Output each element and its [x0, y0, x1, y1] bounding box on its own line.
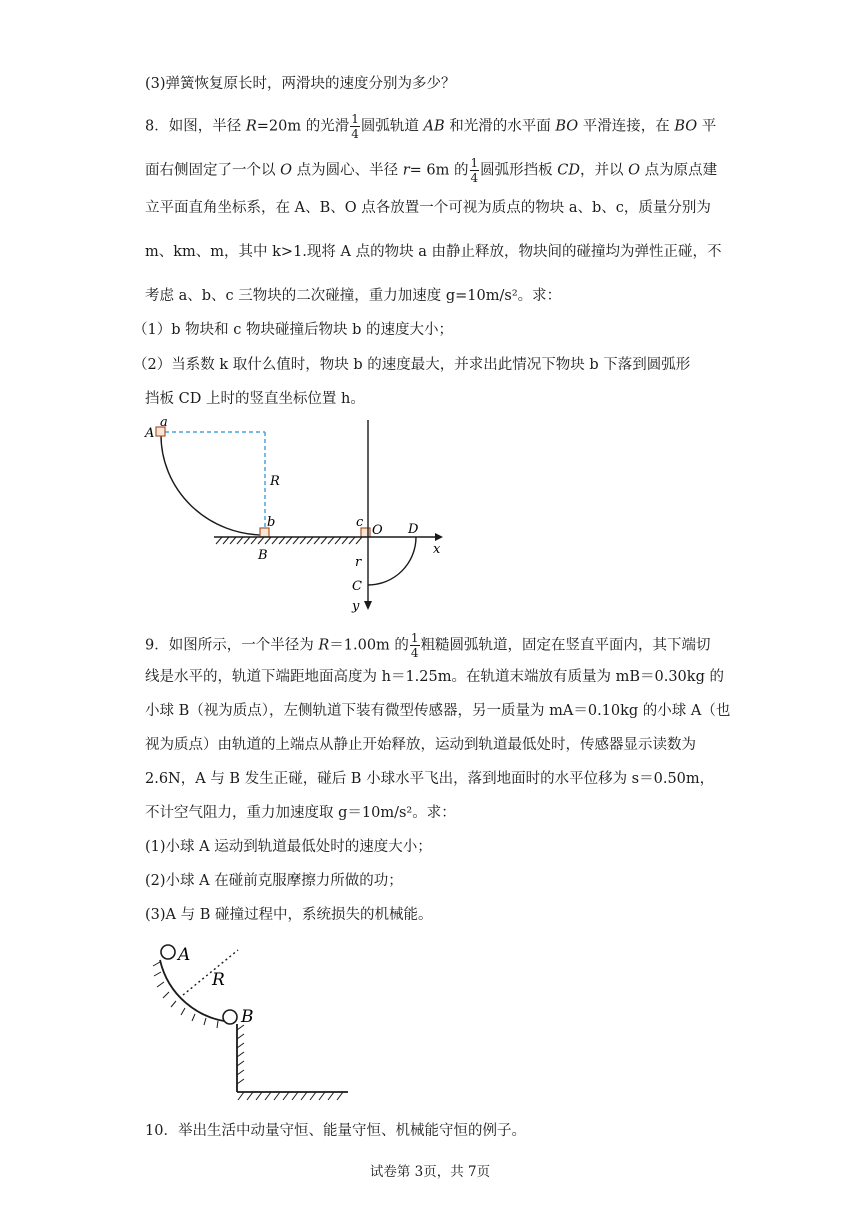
q9-line6: 不计空气阻力，重力加速度取 g＝10m/s²。求： [145, 805, 456, 821]
quarter-fraction-3: $\frac{1}{4}$ [410, 631, 419, 660]
ground-hatching [216, 537, 362, 544]
page-footer: 试卷第 3页，共 7页 [369, 1164, 491, 1180]
q9-part2: (2)小球 A 在碰前克服摩擦力所做的功； [145, 873, 403, 889]
ball-a [161, 945, 175, 959]
q9-part1: (1)小球 A 运动到轨道最低处时的速度大小； [145, 839, 432, 855]
quarter-fraction: $\frac{1}{4}$ [351, 112, 359, 141]
q9-line2: 线是水平的，轨道下端距地面高度为 h＝1.25m。在轨道末端放有质量为 mB＝0.30kg 的 [145, 669, 724, 685]
q8-line3: 立平面直角坐标系，在 A、B、O 点各放置一个可视为质点的物块 a、b、c，质量分别为 [145, 200, 711, 216]
q8-part2a: （2）当系数 k 取什么值时，物块 b 的速度最大，并求出此情况下物块 b 下落到圆弧形 [133, 357, 691, 373]
label-B: B [241, 1007, 254, 1027]
q9-part3: (3)A 与 B 碰撞过程中，系统损失的机械能。 [145, 907, 433, 923]
q8-part2b: 挡板 CD 上时的竖直坐标位置 h。 [145, 391, 365, 407]
ball-b [223, 1010, 237, 1024]
label-c: c [356, 515, 364, 530]
label-a: a [160, 415, 168, 430]
label-b: b [267, 515, 276, 530]
q8-line2: 面右侧固定了一个以 O 点为圆心、半径 r= 6m 的 $\frac{1}{4}$ 圆弧形挡板 CD，并以 O 点为原点建 [145, 156, 718, 185]
q8-figure [140, 415, 460, 615]
q9-figure [148, 940, 358, 1105]
q9-line4: 视为质点）由轨道的上端点从静止开始释放，运动到轨道最低处时，传感器显示读数为 [145, 737, 696, 753]
q9-line5: 2.6N，A 与 B 发生正碰，碰后 B 小球水平飞出，落到地面时的水平位移为 s＝0.50m， [145, 771, 715, 787]
quarter-fraction-2: $\frac{1}{4}$ [470, 156, 479, 185]
y-axis-arrow [364, 601, 372, 610]
label-r: r [355, 555, 362, 570]
ground-hatching [238, 1092, 343, 1100]
q8-line4: m、km、m，其中 k>1.现将 A 点的物块 a 由静止释放，物块间的碰撞均为弹性正碰，不 [145, 244, 722, 260]
q8-part1: （1）b 物块和 c 物块碰撞后物块 b 的速度大小； [133, 322, 453, 338]
arc-baffle-cd [368, 537, 416, 585]
q10-line1: 10．举出生活中动量守恒、能量守恒、机械能守恒的例子。 [145, 1123, 526, 1139]
label-B: B [258, 548, 268, 563]
label-D: D [408, 522, 419, 537]
q8-line5: 考虑 a、b、c 三物块的二次碰撞，重力加速度 g=10m/s²。求： [145, 288, 562, 304]
radius-dotted-line [183, 950, 238, 995]
label-A: A [178, 945, 191, 965]
label-x: x [433, 542, 441, 557]
label-y: y [352, 599, 360, 614]
wall-hatching [237, 1025, 244, 1084]
q8-line1: 8．如图，半径 R=20m 的光滑 $\frac{1}{4}$ 圆弧轨道 AB 和光滑的水平面 BO 平滑连接，在 BO 平 [145, 112, 717, 141]
q9-line1: 9．如图所示，一个半径为 R＝1.00m 的 $\frac{1}{4}$ 粗糙圆弧轨道，固定在竖直平面内，其下端切 [145, 631, 711, 660]
label-R: R [270, 474, 280, 489]
label-O: O [372, 523, 383, 538]
label-R: R [212, 970, 225, 990]
q7-part3: (3)弹簧恢复原长时，两滑块的速度分别为多少？ [145, 76, 456, 92]
label-A: A [145, 426, 155, 441]
x-axis-arrow [435, 533, 443, 541]
arc-track-ab [161, 435, 264, 535]
label-C: C [352, 579, 362, 594]
q9-line3: 小球 B（视为质点），左侧轨道下装有微型传感器，另一质量为 mA＝0.10kg 的小球 A（也 [145, 703, 731, 719]
